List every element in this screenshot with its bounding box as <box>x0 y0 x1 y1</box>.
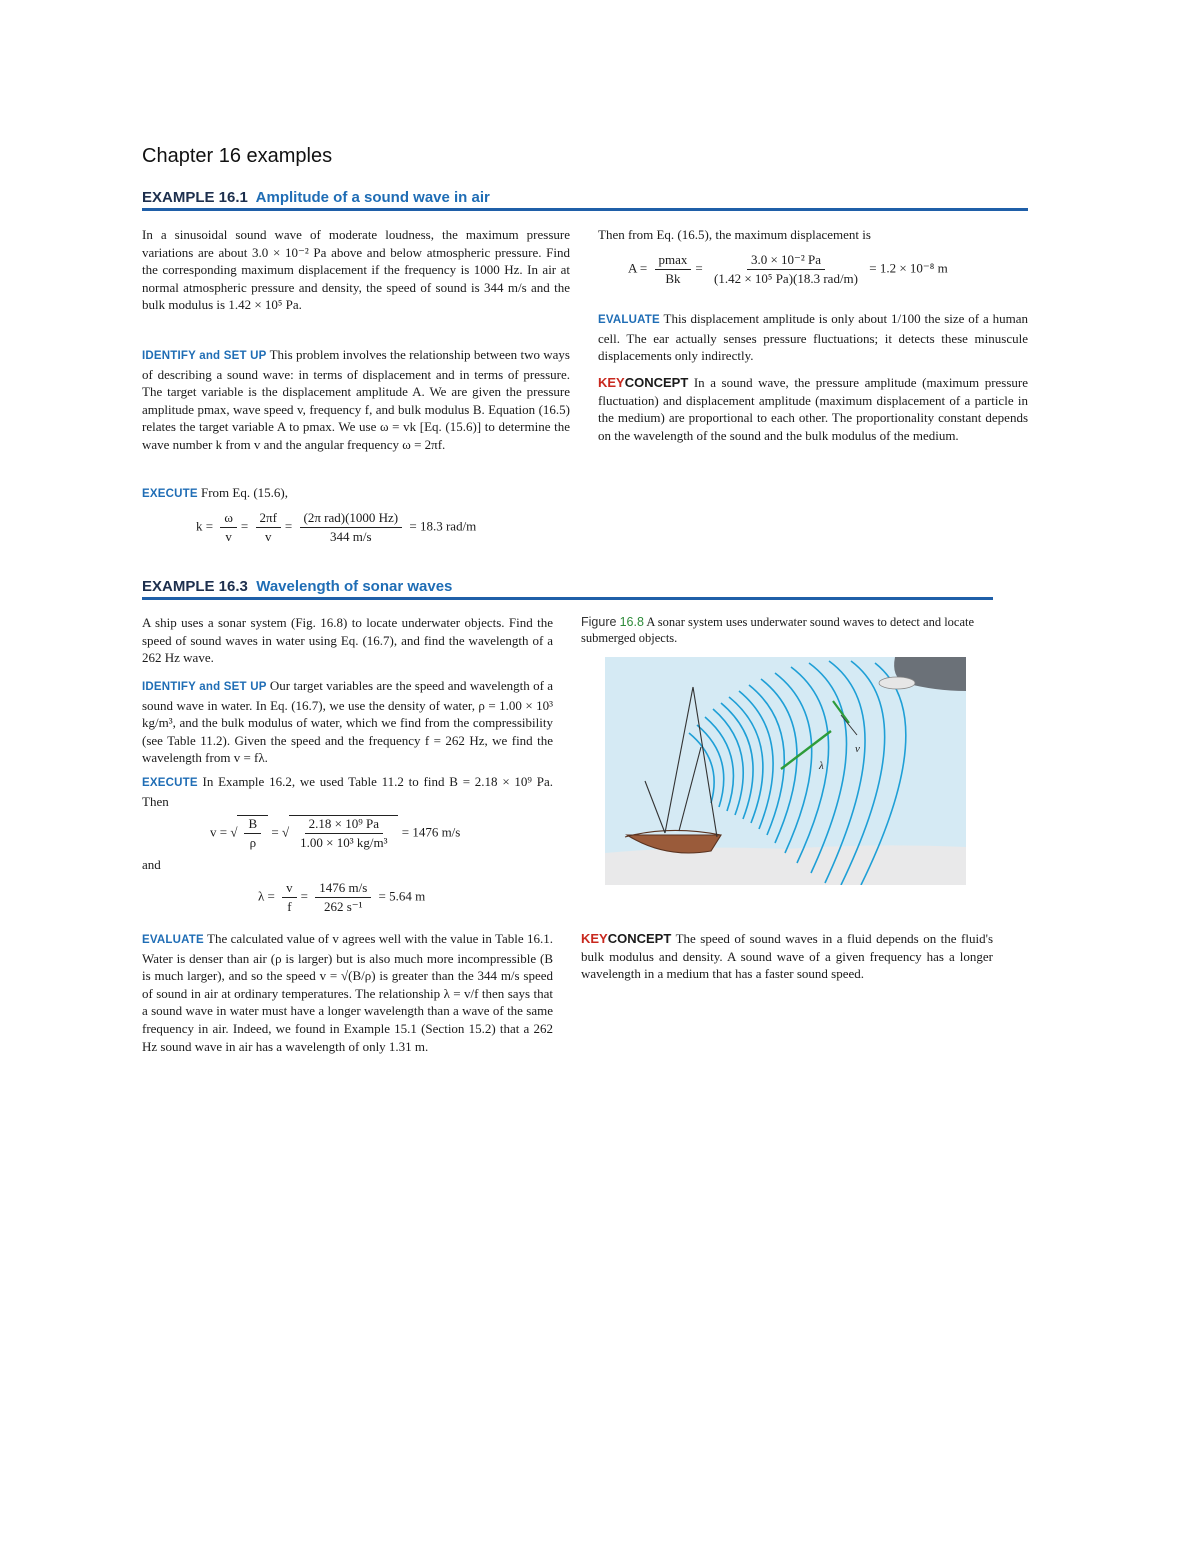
key-concept-concept-2: CONCEPT <box>607 931 672 946</box>
sonar-figure <box>605 657 966 885</box>
evaluate-label: EVALUATE <box>598 314 660 326</box>
evaluate-text: This displacement amplitude is only about 1/100 the size of a human cell. The ear actually senses pressure fluctuations; it detects these minuscule displacements only indirectly. <box>598 311 1028 364</box>
eq-a-frac-2 <box>710 252 862 287</box>
example-16-3-evaluate <box>142 930 553 1055</box>
eq-v-frac-2-num: 2.18 × 10⁹ Pa <box>305 816 383 834</box>
figure-16-8-caption <box>581 614 993 646</box>
figure-caption-text: A sonar system uses underwater sound waves to detect and locate submerged objects. <box>581 615 975 645</box>
example-16-3-key-concept <box>581 930 993 983</box>
eq-k-result: = 18.3 rad/m <box>409 518 477 534</box>
wavelength-label: λ <box>819 760 824 772</box>
velocity-label: v <box>855 743 860 755</box>
eq-a-frac-1 <box>655 252 692 287</box>
evaluate-text-2: The calculated value of v agrees well with the value in Table 16.1. Water is denser than air (ρ is larger) but is also much more incompressible (B is much larger), and so the speed v = √(B/ρ) is greater than the 344 m/s speed of sound in air at ordinary temperatures. The relationship λ = v/f then says that a sound wave in water must have a longer wavelength than a wave of the same frequency in air. Indeed, we found in Example 15.1 (Section 15.2) that a 262 Hz sound wave in air has a wavelength of only 1.31 m. <box>142 931 554 1054</box>
eq-l-lhs: λ = <box>258 888 275 904</box>
example-16-1-heading <box>142 189 490 206</box>
eq-k-frac-1 <box>220 510 237 545</box>
eq-v-result: = 1476 m/s <box>401 824 461 840</box>
example-16-3-number: EXAMPLE 16.3 <box>142 578 248 595</box>
figure-number: 16.8 <box>619 615 644 629</box>
example-16-3-identify <box>142 677 553 767</box>
key-concept-text: In a sound wave, the pressure amplitude (maximum pressure fluctuation) and displacement amplitude (maximum displacement of a particle in the medium) are proportional to each other. The proportionality constant depends on the wavelength of the sound and the bulk modulus of the medium. <box>598 375 1029 443</box>
eq-k-frac-3-den: 344 m/s <box>330 529 372 544</box>
eq-v-lhs: v = <box>210 824 228 840</box>
eq-l-result: = 5.64 m <box>378 888 426 904</box>
and-text: and <box>142 857 161 872</box>
evaluate-label-2: EVALUATE <box>142 934 204 946</box>
execute-label-2: EXECUTE <box>142 777 198 789</box>
example-16-1-title: Amplitude of a sound wave in air <box>255 189 490 206</box>
eq-a-frac-1-num: pmax <box>655 252 692 270</box>
equation-k: k = $\frac{\omega}{v}$ = $\frac{2\pi f}{v}$ = $\frac{\text{(2π rad)(1000 Hz)}}{344 m/s}$ = 18.3 rad/m <box>196 510 477 544</box>
eq-a-lhs: A = <box>628 260 648 276</box>
eq-v-frac-2-den: 1.00 × 10³ kg/m³ <box>300 835 388 850</box>
execute-text: From Eq. (15.6), <box>200 485 288 500</box>
eq-l-frac-1 <box>282 880 297 915</box>
eq-k-frac-2-den: v <box>264 529 272 544</box>
example-16-1-number: EXAMPLE 16.1 <box>142 189 248 206</box>
example-16-1-intro: In a sinusoidal sound wave of moderate loudness, the maximum pressure variations are about 3.0 × 10⁻² Pa above and below atmospheric pressure. Find the corresponding maximum displacement if the frequency is 1000 Hz. In air at normal atmospheric pressure and density, the speed of sound is 344 m/s and the bulk modulus is 1.42 × 10⁵ Pa. <box>142 227 570 313</box>
eq-a-frac-1-den: Bk <box>665 271 681 286</box>
key-concept-concept: CONCEPT <box>624 375 689 390</box>
eq-k-lhs: k = <box>196 518 214 534</box>
example-16-1-execute <box>142 484 570 504</box>
example-16-1-then: Then from Eq. (16.5), the maximum displacement is <box>598 227 871 242</box>
identify-label-2: IDENTIFY and SET UP <box>142 681 267 693</box>
example-16-3-rule <box>142 597 993 600</box>
identify-label: IDENTIFY and SET UP <box>142 350 267 362</box>
eq-l-frac-2-num: 1476 m/s <box>315 880 371 898</box>
example-16-1-evaluate <box>598 310 1028 365</box>
identify-text-2: Our target variables are the speed and wavelength of a sound wave in water. In Eq. (16.7), we use the density of water, ρ = 1.00 × 10³ kg/m³, and the bulk modulus of water, which we find from the compressibility (see Table 11.2). Given the speed and the frequency f = 262 Hz, we find the wavelength from v = fλ. <box>142 678 554 766</box>
eq-l-frac-1-num: v <box>282 880 297 898</box>
eq-k-frac-2 <box>256 510 281 545</box>
eq-v-sqrt-2 <box>289 815 398 851</box>
example-16-3-title: Wavelength of sonar waves <box>256 578 453 595</box>
execute-label: EXECUTE <box>142 488 198 500</box>
eq-a-result: = 1.2 × 10⁻⁸ m <box>869 260 948 276</box>
example-16-1-identify <box>142 346 570 454</box>
equation-v: v = √ $\frac{B}{\rho}$ = √ $\frac{\text{2.18 × 10⁹ Pa}}{\text{1.00 × 10³ kg/m³}}$ = 1476 m/s <box>210 816 461 850</box>
figure-label: Figure <box>581 615 617 629</box>
key-concept-text-2: The speed of sound waves in a fluid depends on the fluid's bulk modulus and density. A sound wave of a given frequency has a longer wavelength in a medium that has a faster sound speed. <box>581 931 994 982</box>
eq-l-frac-1-den: f <box>287 899 292 914</box>
eq-k-frac-2-num: 2πf <box>256 510 281 528</box>
eq-k-frac-3 <box>300 510 403 545</box>
example-16-3-heading <box>142 578 452 595</box>
eq-v-frac-1-num: B <box>244 816 261 834</box>
eq-v-frac-1 <box>244 816 261 851</box>
eq-l-frac-2 <box>315 880 371 915</box>
eq-v-frac-1-den: ρ <box>249 835 257 850</box>
execute-text-2: In Example 16.2, we used Table 11.2 to find B = 2.18 × 10⁹ Pa. Then <box>142 774 553 809</box>
key-concept-key-2: KEY <box>581 931 608 946</box>
eq-a-frac-2-num: 3.0 × 10⁻² Pa <box>747 252 825 270</box>
example-16-3-execute <box>142 773 553 810</box>
eq-v-frac-2 <box>296 816 391 851</box>
example-16-3-intro: A ship uses a sonar system (Fig. 16.8) to locate underwater objects. Find the speed of sound waves in water using Eq. (16.7), and find the wavelength of a 262 Hz wave. <box>142 615 553 666</box>
example-16-1-rule <box>142 208 1028 211</box>
eq-a-frac-2-den: (1.42 × 10⁵ Pa)(18.3 rad/m) <box>714 271 859 286</box>
page-title: Chapter 16 examples <box>142 145 333 167</box>
equation-lambda: λ = $\frac{v}{f}$ = $\frac{1476 m/s}{\text{262 s⁻¹}}$ = 5.64 m <box>258 880 426 914</box>
key-concept-key: KEY <box>598 375 625 390</box>
equation-a: A = $\frac{pmax}{Bk}$ = $\frac{\text{3.0 × 10⁻² Pa}}{\text{(1.42 × 10⁵ Pa)(18.3 rad/m)}}$ = 1.2 × 10⁻⁸ m <box>628 252 948 286</box>
eq-k-frac-1-den: v <box>225 529 232 544</box>
eq-k-frac-1-num: ω <box>220 510 237 528</box>
identify-text: This problem involves the relationship between two ways of describing a sound wave: in terms of displacement and in terms of pressure. The target variable is the displacement amplitude A. We are given the pressure amplitude pmax, wave speed v, frequency f, and bulk modulus B. Equation (16.5) relates the target variable A to pmax. We use ω = vk [Eq. (15.6)] to determine the wave number k from v and the angular frequency ω = 2πf. <box>142 347 570 452</box>
eq-v-sqrt-1 <box>237 815 268 851</box>
example-16-1-key-concept <box>598 374 1028 444</box>
eq-l-frac-2-den: 262 s⁻¹ <box>323 899 363 914</box>
eq-k-frac-3-num: (2π rad)(1000 Hz) <box>300 510 403 528</box>
